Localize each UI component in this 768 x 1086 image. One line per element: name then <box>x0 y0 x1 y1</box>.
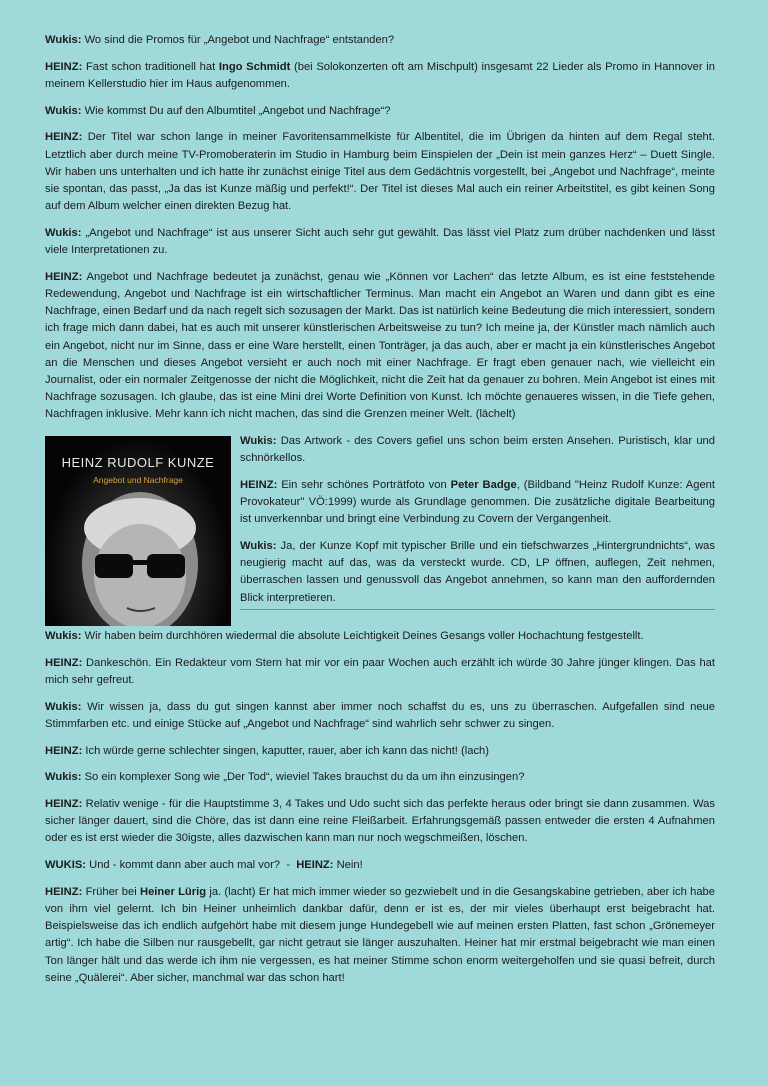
divider-line <box>240 609 715 610</box>
question: Wukis: Wir wissen ja, dass du gut singen kannst aber immer noch schaffst du es, uns zu überraschen. Aufgefallen sind neue Stimmfarben etc. und einige Stücke auf „Angebot und Nachfrage“ sind wahrlich sehr schwer zu singen. <box>45 700 715 730</box>
left-glasses-lens <box>95 554 133 578</box>
speaker-label: Wukis: <box>45 104 82 117</box>
question: Wukis: So ein komplexer Song wie „Der Tod“, wieviel Takes brauchst du da um ihn einzusingen? <box>45 771 525 784</box>
cover-discussion <box>240 433 715 626</box>
speaker-label: Wukis: <box>240 540 277 553</box>
speaker-label: HEINZ: <box>45 656 83 669</box>
speaker-label: HEINZ: <box>240 478 278 491</box>
answer: HEINZ: Dankeschön. Ein Redakteur vom Stern hat mir vor ein paar Wochen auch erzählt ich würde 30 Jahre jünger klingen. Das hat mich sehr gefreut. <box>45 656 715 686</box>
paragraph-text: Wo sind die Promos für „Angebot und Nachfrage“ entstanden? <box>81 34 395 46</box>
question: Wukis: Das Artwork - des Covers gefiel uns schon beim ersten Ansehen. Puristisch, klar und schnörkellos. <box>240 435 715 465</box>
speaker-label: HEINZ: <box>45 744 83 757</box>
question <box>45 32 715 49</box>
speaker-label: Wukis: <box>45 226 82 239</box>
question: Wukis: Ja, der Kunze Kopf mit typischer Brille und ein tiefschwarzes „Hintergrundnichts“, was neugierig macht auf das, was da versteckt wurde. CD, LP öffnen, auflegen, Zeit nehmen, überraschen lassen und genussvoll das Angebot annehmen, so kann man den auffordernden Blick interpretieren. <box>240 540 715 604</box>
answer: HEINZ: Früher bei Heiner Lürig ja. (lacht) Er hat mich immer wieder so gezwiebelt und in die Gesangskabine getrieben, aber ich habe von ihm viel gelernt. Ich bin Heiner unheimlich dankbar dafür, denn er ist es, der mir vieles überhaupt erst beigebracht hat. Beispielsweise das ich endlich aufgehört habe mit diesem junge Hundegebell wie auf meinen ersten Platten, fast schon „Grönemeyer artig“. Ich habe die Silben nur rausgebellt, gar nicht getraut sie länger auszuhalten. Heiner hat mir erstmal beigebracht wie man einen Ton länger hält und das werde ich ihm nie vergessen, es hat meiner Stimme schon enorm weitergeholfen und sie quasi befreit, durch seine „Quälerei“. Aber sicher, manchmal war das schon hart! <box>45 885 715 984</box>
speaker-label: Wukis: <box>45 700 82 713</box>
speaker-label: WUKIS: <box>45 859 87 872</box>
cover-artist: HEINZ RUDOLF KUNZE <box>61 455 215 471</box>
cover-album-title: Angebot und Nachfrage <box>93 475 183 486</box>
speaker-label: HEINZ: <box>45 885 83 898</box>
speaker-label: HEINZ: <box>45 60 83 73</box>
person-name: Heiner Lürig <box>140 885 207 898</box>
speaker-label: HEINZ: <box>296 859 334 872</box>
glasses-bridge <box>131 560 149 565</box>
answer: HEINZ: Relativ wenige - für die Hauptstimme 3, 4 Takes und Udo sucht sich das perfekte heraus oder bringt sie dann zusammen. Was sicher länger dauert, sind die Chöre, das ist dann eine reine Fleißarbeit. Erfahrungsgemäß passen entweder die ersten 4 Aufnahmen oder es ist erst wieder die 30igste, alles dazwischen kann man nur noch wegschmeißen, löschen. <box>45 797 715 845</box>
question: Wukis: Wie kommst Du auf den Albumtitel „Angebot und Nachfrage“? <box>45 104 391 117</box>
right-glasses-lens <box>147 554 185 578</box>
speaker-label: Wukis: <box>45 34 82 46</box>
answer: HEINZ: Ein sehr schönes Porträtfoto von Peter Badge, (Bildband "Heinz Rudolf Kunze: Agent Provokateur" VÖ:1999) wurde als Grundlage genommen. Die zusätzliche digitale Bearbeitung ist unverkennbar und bringt eine Verbindung zu Covern der Vergangenheit. <box>240 478 715 526</box>
person-name: Ingo Schmidt <box>218 60 291 73</box>
answer: HEINZ: Der Titel war schon lange in meiner Favoritensammelkiste für Albentitel, die im Übrigen da hinten auf dem Regal steht. Letztlich aber durch meine TV-Promoberaterin im Studio in Hamburg beim Einspielen der „Dein ist mein ganzes Herz“ – Duett Single. Wir haben uns unterhalten und ich hatte ihr zunächst einige Titel aus dem Gedächtnis vorgestellt, bei „Angebot und Nachfrage“, meinte sie spontan, das passt, „Ja das ist Kunze mäßig und perfekt!“. Der Titel ist dieses Mal auch ein reiner Arbeitstitel, es gibt keinen Song auf dem Album welcher einen direkten Bezug hat. <box>45 131 715 213</box>
question: Wukis: Wir haben beim durchhören wiedermal die absolute Leichtigkeit Deines Gesangs voller Hochachtung festgestellt. <box>45 630 644 643</box>
speaker-label: Wukis: <box>240 435 277 448</box>
speaker-label: HEINZ: <box>45 270 83 283</box>
cover-section <box>45 433 715 626</box>
album-cover-image <box>45 436 231 626</box>
speaker-label: HEINZ: <box>45 797 83 810</box>
short-exchange: WUKIS: Und - kommt dann aber auch mal vor? - HEINZ: Nein! <box>45 859 363 872</box>
answer: HEINZ: Angebot und Nachfrage bedeutet ja zunächst, genau wie „Können vor Lachen“ das letzte Album, es ist eine feststehende Redewendung, Angebot und Nachfrage ist ein wirtschaftlicher Terminus. Man macht ein Angebot an Waren und dann gibt es eine Nachfrage, einen Bedarf und da nach regelt sich sozusagen der Markt. Das ist natürlich keine Bedeutung die mich interessiert, sondern ich frage mich dann dabei, hat es auch mit unserer künstlerischen Arbeitsweise zu tun? Ich meine ja, der Künstler mach nämlich auch ein Angebot, nicht nur im Sinne, dass er eine Ware herstellt, einen Tonträger, ja das auch, aber er macht ja ein künstlerisches Angebot an die Menschen und dieses Angebot versieht er auch noch mit einer Nachfrage. Er fragt eben genauer nach, wie vielleicht ein Journalist, oder ein normaler Zeitgenosse der nicht die Möglichkeit, nicht die Zeit hat da genauer zu bohren. Mein Angebot ist eines mit Nachfrage sozusagen. Ich glaube, das ist eine Mini drei Worte Definition von Kunst. Ich möchte genaueres wissen, in die Tiefe gehen, Nachfragen inklusive. Mehr kann ich nicht machen, das sind die Grenzen meiner Welt. (lächelt) <box>45 270 715 421</box>
speaker-label: Wukis: <box>45 771 82 784</box>
interview-text <box>45 32 715 997</box>
answer: HEINZ: Ich würde gerne schlechter singen, kaputter, rauer, aber ich kann das nicht! (lach) <box>45 744 490 757</box>
speaker-label: HEINZ: <box>45 131 83 144</box>
answer: HEINZ: Fast schon traditionell hat Ingo Schmidt (bei Solokonzerten oft am Mischpult) insgesamt 22 Lieder als Promo in Hannover in meinem Kellerstudio hier im Haus aufgenommen. <box>45 60 716 90</box>
question: Wukis: „Angebot und Nachfrage“ ist aus unserer Sicht auch sehr gut gewählt. Das lässt viel Platz zum drüber nachdenken und lässt viele Interpretationen zu. <box>45 226 715 257</box>
speaker-label: Wukis: <box>45 630 82 643</box>
person-name: Peter Badge <box>450 478 517 491</box>
